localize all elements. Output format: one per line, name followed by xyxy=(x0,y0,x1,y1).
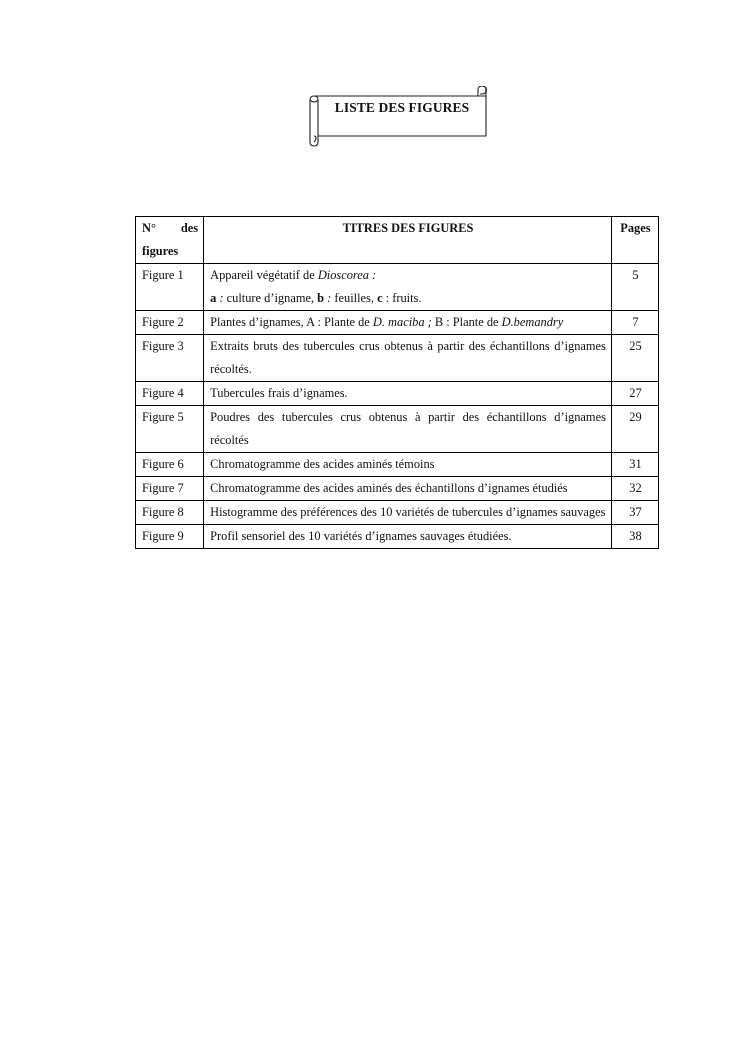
figure-page: 31 xyxy=(611,453,658,477)
figure-number: Figure 5 xyxy=(136,406,204,453)
table-row xyxy=(136,501,659,525)
figure-title: Chromatogramme des acides aminés des échantillons d’ignames étudiés xyxy=(204,477,612,501)
italic-text: D. maciba ; xyxy=(372,315,432,329)
figure-number: Figure 8 xyxy=(136,501,204,525)
bold-text: b xyxy=(317,291,325,305)
header-figure-title: TITRES DES FIGURES xyxy=(204,217,612,264)
figure-number: Figure 3 xyxy=(136,335,204,382)
figure-title: Profil sensoriel des 10 variétés d’ignames sauvages étudiées. xyxy=(204,525,612,549)
table-row xyxy=(136,311,659,335)
figure-page: 29 xyxy=(611,406,658,453)
italic-text: Dioscorea : xyxy=(317,268,377,282)
figure-page: 7 xyxy=(611,311,658,335)
figure-number: Figure 6 xyxy=(136,453,204,477)
bold-text: a xyxy=(210,291,217,305)
table-row xyxy=(136,382,659,406)
figure-number: Figure 7 xyxy=(136,477,204,501)
header-figure-number xyxy=(136,217,204,264)
title-scroll-banner xyxy=(306,86,490,148)
italic-text: D.bemandry xyxy=(501,315,564,329)
scroll-frame-icon xyxy=(306,86,490,148)
table-row xyxy=(136,477,659,501)
table-row xyxy=(136,264,659,311)
table-row xyxy=(136,406,659,453)
figure-title: Plantes d’ignames, A : Plante de D. maciba ; B : Plante de D.bemandry xyxy=(204,311,612,335)
figure-title: Chromatogramme des acides aminés témoins xyxy=(204,453,612,477)
figure-number: Figure 2 xyxy=(136,311,204,335)
figure-number: Figure 1 xyxy=(136,264,204,311)
table-header-row xyxy=(136,217,659,264)
header-page: Pages xyxy=(611,217,658,264)
figure-page: 32 xyxy=(611,477,658,501)
figure-title: Appareil végétatif de Dioscorea : a : culture d’igname, b : feuilles, c : fruits. xyxy=(204,264,612,311)
table-row xyxy=(136,525,659,549)
figure-title: Extraits bruts des tubercules crus obtenus à partir des échantillons d’ignames récoltés. xyxy=(204,335,612,382)
figure-page: 5 xyxy=(611,264,658,311)
header-number-line2: figures xyxy=(142,244,179,258)
italic-text: : xyxy=(216,291,224,305)
bold-text: c xyxy=(377,291,383,305)
figure-page: 37 xyxy=(611,501,658,525)
table-row xyxy=(136,453,659,477)
figures-table xyxy=(135,216,659,549)
figure-title: Poudres des tubercules crus obtenus à partir des échantillons d’ignames récoltés xyxy=(204,406,612,453)
figure-page: 27 xyxy=(611,382,658,406)
figure-number: Figure 4 xyxy=(136,382,204,406)
figure-number: Figure 9 xyxy=(136,525,204,549)
figure-page: 38 xyxy=(611,525,658,549)
italic-text: : xyxy=(324,291,332,305)
figure-page: 25 xyxy=(611,335,658,382)
figure-title: Histogramme des préférences des 10 variétés de tubercules d’ignames sauvages xyxy=(204,501,612,525)
header-number-line1: N° des xyxy=(142,221,199,235)
page-title: LISTE DES FIGURES xyxy=(334,100,470,115)
figure-title: Tubercules frais d’ignames. xyxy=(204,382,612,406)
table-row xyxy=(136,335,659,382)
